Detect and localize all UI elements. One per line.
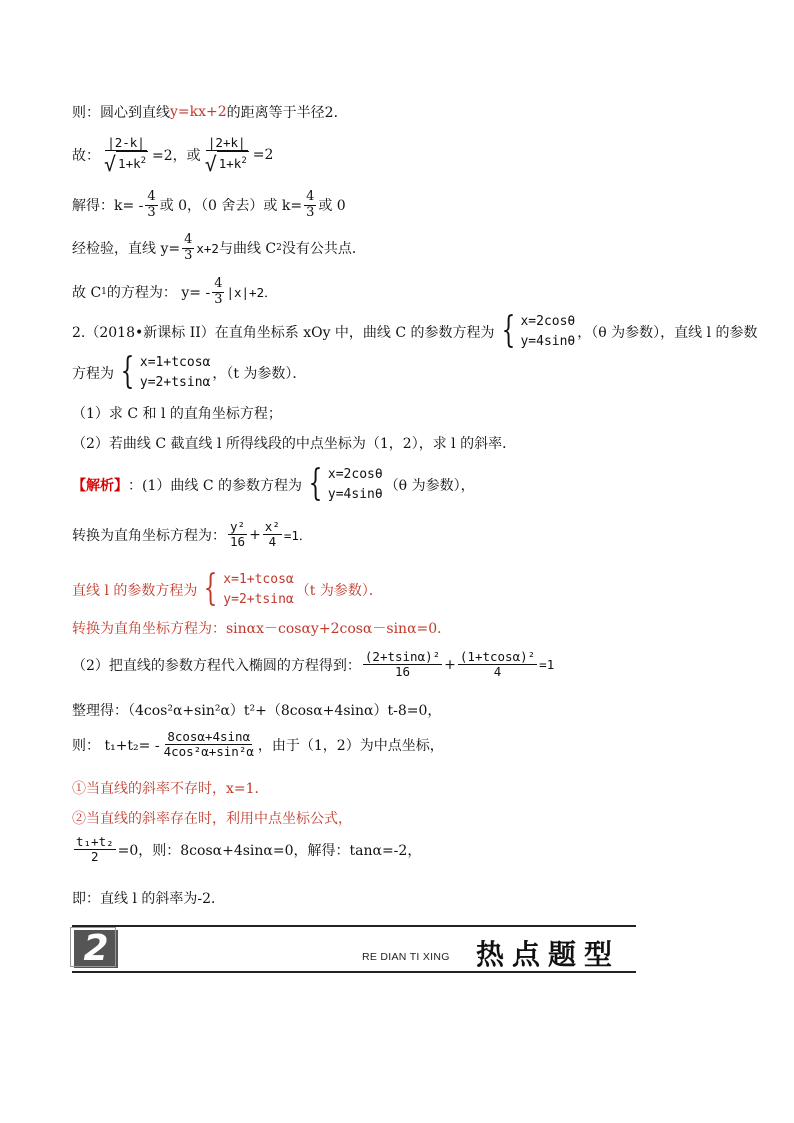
fraction [162,730,256,760]
parametric-system: { x=2cosθ y=4sinθ [501,310,576,351]
text: 故： [72,147,100,164]
vieta-line [72,730,444,760]
text: |x|+2． [226,285,277,301]
text: 转换为直角坐标方程为： [72,527,226,544]
numerator: 4 [184,232,193,247]
equation: y=4sinθ [520,334,576,349]
plus: + [444,656,456,673]
divider [72,925,636,927]
text: 的方程为： y= - [106,285,211,302]
text: 整理得：（4cos²α+sin²α）t²+（8cosα+4sinα）t-8=0， [72,703,442,719]
numerator: 4 [147,189,156,204]
text: 即：直线 l 的斜率为-2． [72,891,226,907]
fraction [304,190,316,221]
numerator: |2+k| [207,135,246,150]
text: 方程为 [72,366,114,382]
section-pinyin: RE DIAN TI XING [362,951,450,963]
text: （1）求 C 和 l 的直角坐标方程； [72,406,282,422]
text: =1 [539,657,555,673]
numerator: |2-k| [107,135,145,150]
text: 直线 l 的参数方程为 [72,583,198,599]
equation: x=1+tcosα [139,355,211,370]
line-cartesian-line [72,618,451,638]
exponent: 2 [140,156,147,167]
divider [72,971,636,973]
text-line [72,102,348,122]
parametric-system: { x=2cosθ y=4sinθ [308,463,383,504]
equation: y=kx+2 [170,104,227,120]
radicand: 1+k [218,156,242,172]
text: 解得：k= - [72,198,144,215]
text: 则：圆心到直线 [72,105,170,121]
denominator: 3 [214,291,223,307]
fraction [102,136,150,174]
fraction [263,520,282,550]
conclusion-line [72,888,225,908]
equation: x=2cosθ [327,467,383,482]
parametric-system: { x=1+tcosα y=2+tsinα [203,568,294,609]
case-1 [72,778,269,798]
denominator: 3 [184,247,193,263]
denominator: 4 [493,664,502,680]
fraction [212,277,224,308]
denominator: 4 [268,534,277,550]
denominator: 3 [147,204,156,220]
verification-line [72,233,366,264]
text: （2）把直线的参数方程代入椭圆的方程得到： [72,657,361,674]
text: （θ 为参数）， [384,478,475,494]
text: （2）若曲线 C 截直线 l 所得线段的中点坐标为（1，2），求 l 的斜率． [72,436,517,452]
text: ，（θ 为参数），直线 l 的参数 [577,325,758,341]
fraction [74,835,116,865]
question-2 [72,433,516,453]
numerator: t₁+t₂ [76,834,114,849]
midpoint-line [72,835,421,865]
exponent: 2 [241,156,247,167]
text: ，由于（1，2）为中点坐标， [257,737,444,754]
section-title: 热点题型 [476,938,621,971]
line-parametric-line [72,570,383,610]
text: ①当直线的斜率不存时，x=1． [72,781,269,797]
problem-statement [72,353,306,393]
c1-equation-line [72,277,277,308]
text: =2，或 [152,147,201,164]
text: 经检验，直线 y= [72,241,181,258]
analysis-line [72,465,475,505]
text: ：(1）曲线 C 的参数方程为 [128,478,302,494]
simplified-line [72,700,441,720]
text: x+2 [196,240,219,256]
denominator: 3 [306,204,315,220]
fraction [182,233,194,264]
subscript: 1 [101,287,107,298]
denominator: 4cos²α+sin²α [163,744,254,760]
text: 2． [324,105,348,121]
text: 没有公共点． [281,241,366,258]
fraction [203,136,251,174]
text: 的距离等于半径 [226,105,325,121]
case-2 [72,808,352,828]
plus: + [249,526,261,543]
fraction [145,190,157,221]
equation: y=2+tsinα [139,375,211,390]
question-1 [72,403,282,423]
text: =1． [283,527,312,543]
text: =2 [252,146,274,163]
analysis-tag: 【解析】 [72,478,128,494]
text: 2.（2018•新课标 II）在直角坐标系 xOy 中，曲线 C 的参数方程为 [72,325,495,341]
equation: y=4sinθ [327,487,383,502]
denominator: √ $1+k^2$ [204,151,247,176]
text: （t 为参数）． [295,583,383,599]
equation: x=1+tcosα [223,572,294,587]
text: =0，则：8cosα+4sinα=0，解得：tanα=-2， [117,842,422,859]
fraction [363,650,442,680]
substitution-line [72,650,554,680]
text: 故 C [72,285,102,302]
numerator: 4 [306,189,315,204]
denominator: 16 [395,664,411,680]
numerator: 4 [214,276,223,291]
problem-statement [72,312,758,352]
numerator: 8cosα+4sinα [167,729,251,744]
distance-equation [72,136,273,174]
text: 转换为直角坐标方程为：sinαx－cosαy+2cosα－sinα=0． [72,621,452,637]
equation: x=2cosθ [520,314,576,329]
fraction [458,650,537,680]
text: 或 0，（0 舍去）或 k= [159,198,303,215]
text: ，（t 为参数）． [212,366,307,382]
section-banner [72,925,636,973]
radicand: 1+k [118,156,141,172]
text: ②当直线的斜率存在时，利用中点坐标公式， [72,811,352,827]
denominator: 16 [230,534,246,550]
numerator: x² [264,519,280,534]
text: 则： t₁+t₂= - [72,737,160,754]
solution-line [72,190,346,221]
numerator: (1+tcosα)² [459,649,536,664]
section-number: 2 [74,930,118,968]
text: 与曲线 C [218,241,277,258]
parametric-system: { x=1+tcosα y=2+tsinα [120,351,211,392]
equation: y=2+tsinα [223,592,294,607]
text: 或 0 [318,198,346,215]
denominator: 2 [91,849,99,865]
subscript: 2 [276,243,282,254]
ellipse-equation-line [72,520,311,550]
fraction [228,520,247,550]
denominator: √ $1+k^2$ [104,151,147,176]
numerator: (2+tsinα)² [364,649,441,664]
numerator: y² [230,519,246,534]
